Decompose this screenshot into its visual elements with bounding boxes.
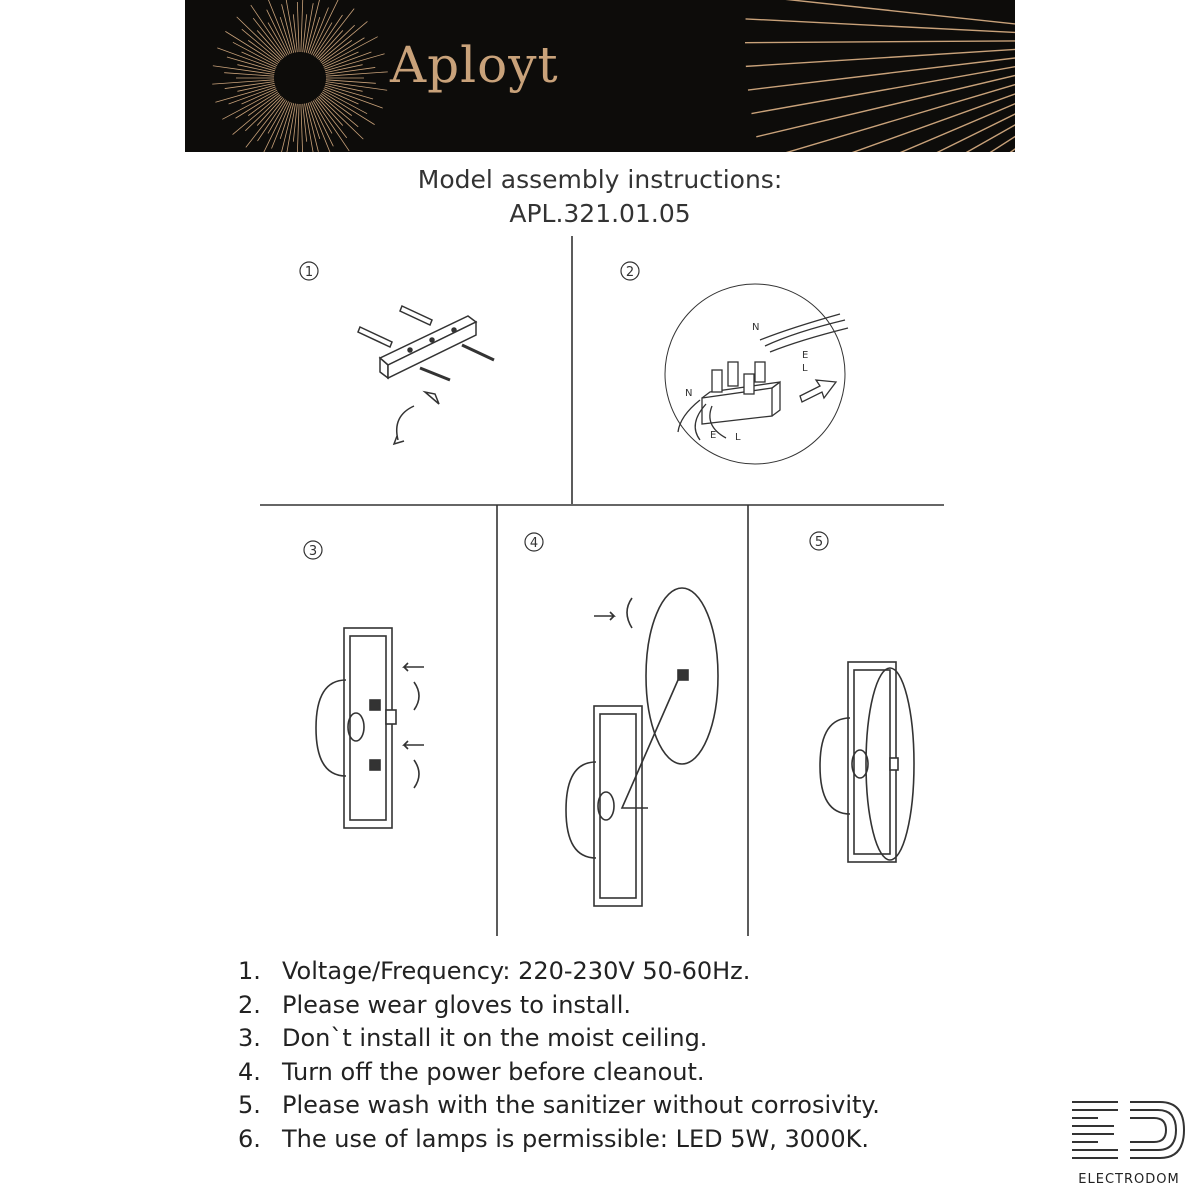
svg-text:2: 2: [625, 265, 635, 280]
svg-text:E: E: [802, 350, 809, 361]
step-1-number: [300, 262, 318, 280]
svg-text:N: N: [752, 322, 760, 333]
svg-text:5: 5: [814, 535, 824, 550]
safety-notes-list: [238, 955, 880, 1157]
svg-text:E: E: [710, 430, 717, 441]
brand-logo: Aployt: [390, 36, 559, 94]
step-3-frame-mount-illustration: [316, 628, 424, 828]
note-item: 2. Please wear gloves to install.: [238, 990, 631, 1019]
step-4-number: [525, 533, 543, 551]
step-5-assembled-illustration: [820, 662, 914, 862]
step-2-wiring-illustration: [665, 284, 848, 464]
step-1-mounting-bracket-illustration: [358, 306, 494, 444]
svg-text:4: 4: [529, 536, 539, 551]
page-title: Model assembly instructions:: [417, 165, 783, 194]
svg-text:L: L: [735, 432, 741, 443]
note-item: 6. The use of lamps is permissible: LED 5W, 3000K.: [238, 1124, 869, 1153]
note-item: 1. Voltage/Frequency: 220-230V 50-60Hz.: [238, 957, 751, 985]
svg-text:1: 1: [304, 265, 314, 280]
svg-text:N: N: [685, 388, 693, 399]
step-4-disc-attach-illustration: [566, 588, 718, 906]
step-5-number: [810, 532, 828, 550]
step-2-number: [621, 262, 639, 280]
step-3-number: [304, 541, 322, 559]
note-item: 3. Don`t install it on the moist ceiling.: [238, 1024, 708, 1053]
note-item: 4. Turn off the power before cleanout.: [238, 1057, 705, 1086]
svg-text:3: 3: [308, 544, 318, 559]
watermark-text: ELECTRODOM: [1078, 1172, 1180, 1187]
model-number: APL.321.01.05: [509, 199, 691, 228]
note-item: 5. Please wash with the sanitizer without corrosivity.: [238, 1091, 880, 1120]
svg-text:L: L: [802, 363, 808, 374]
